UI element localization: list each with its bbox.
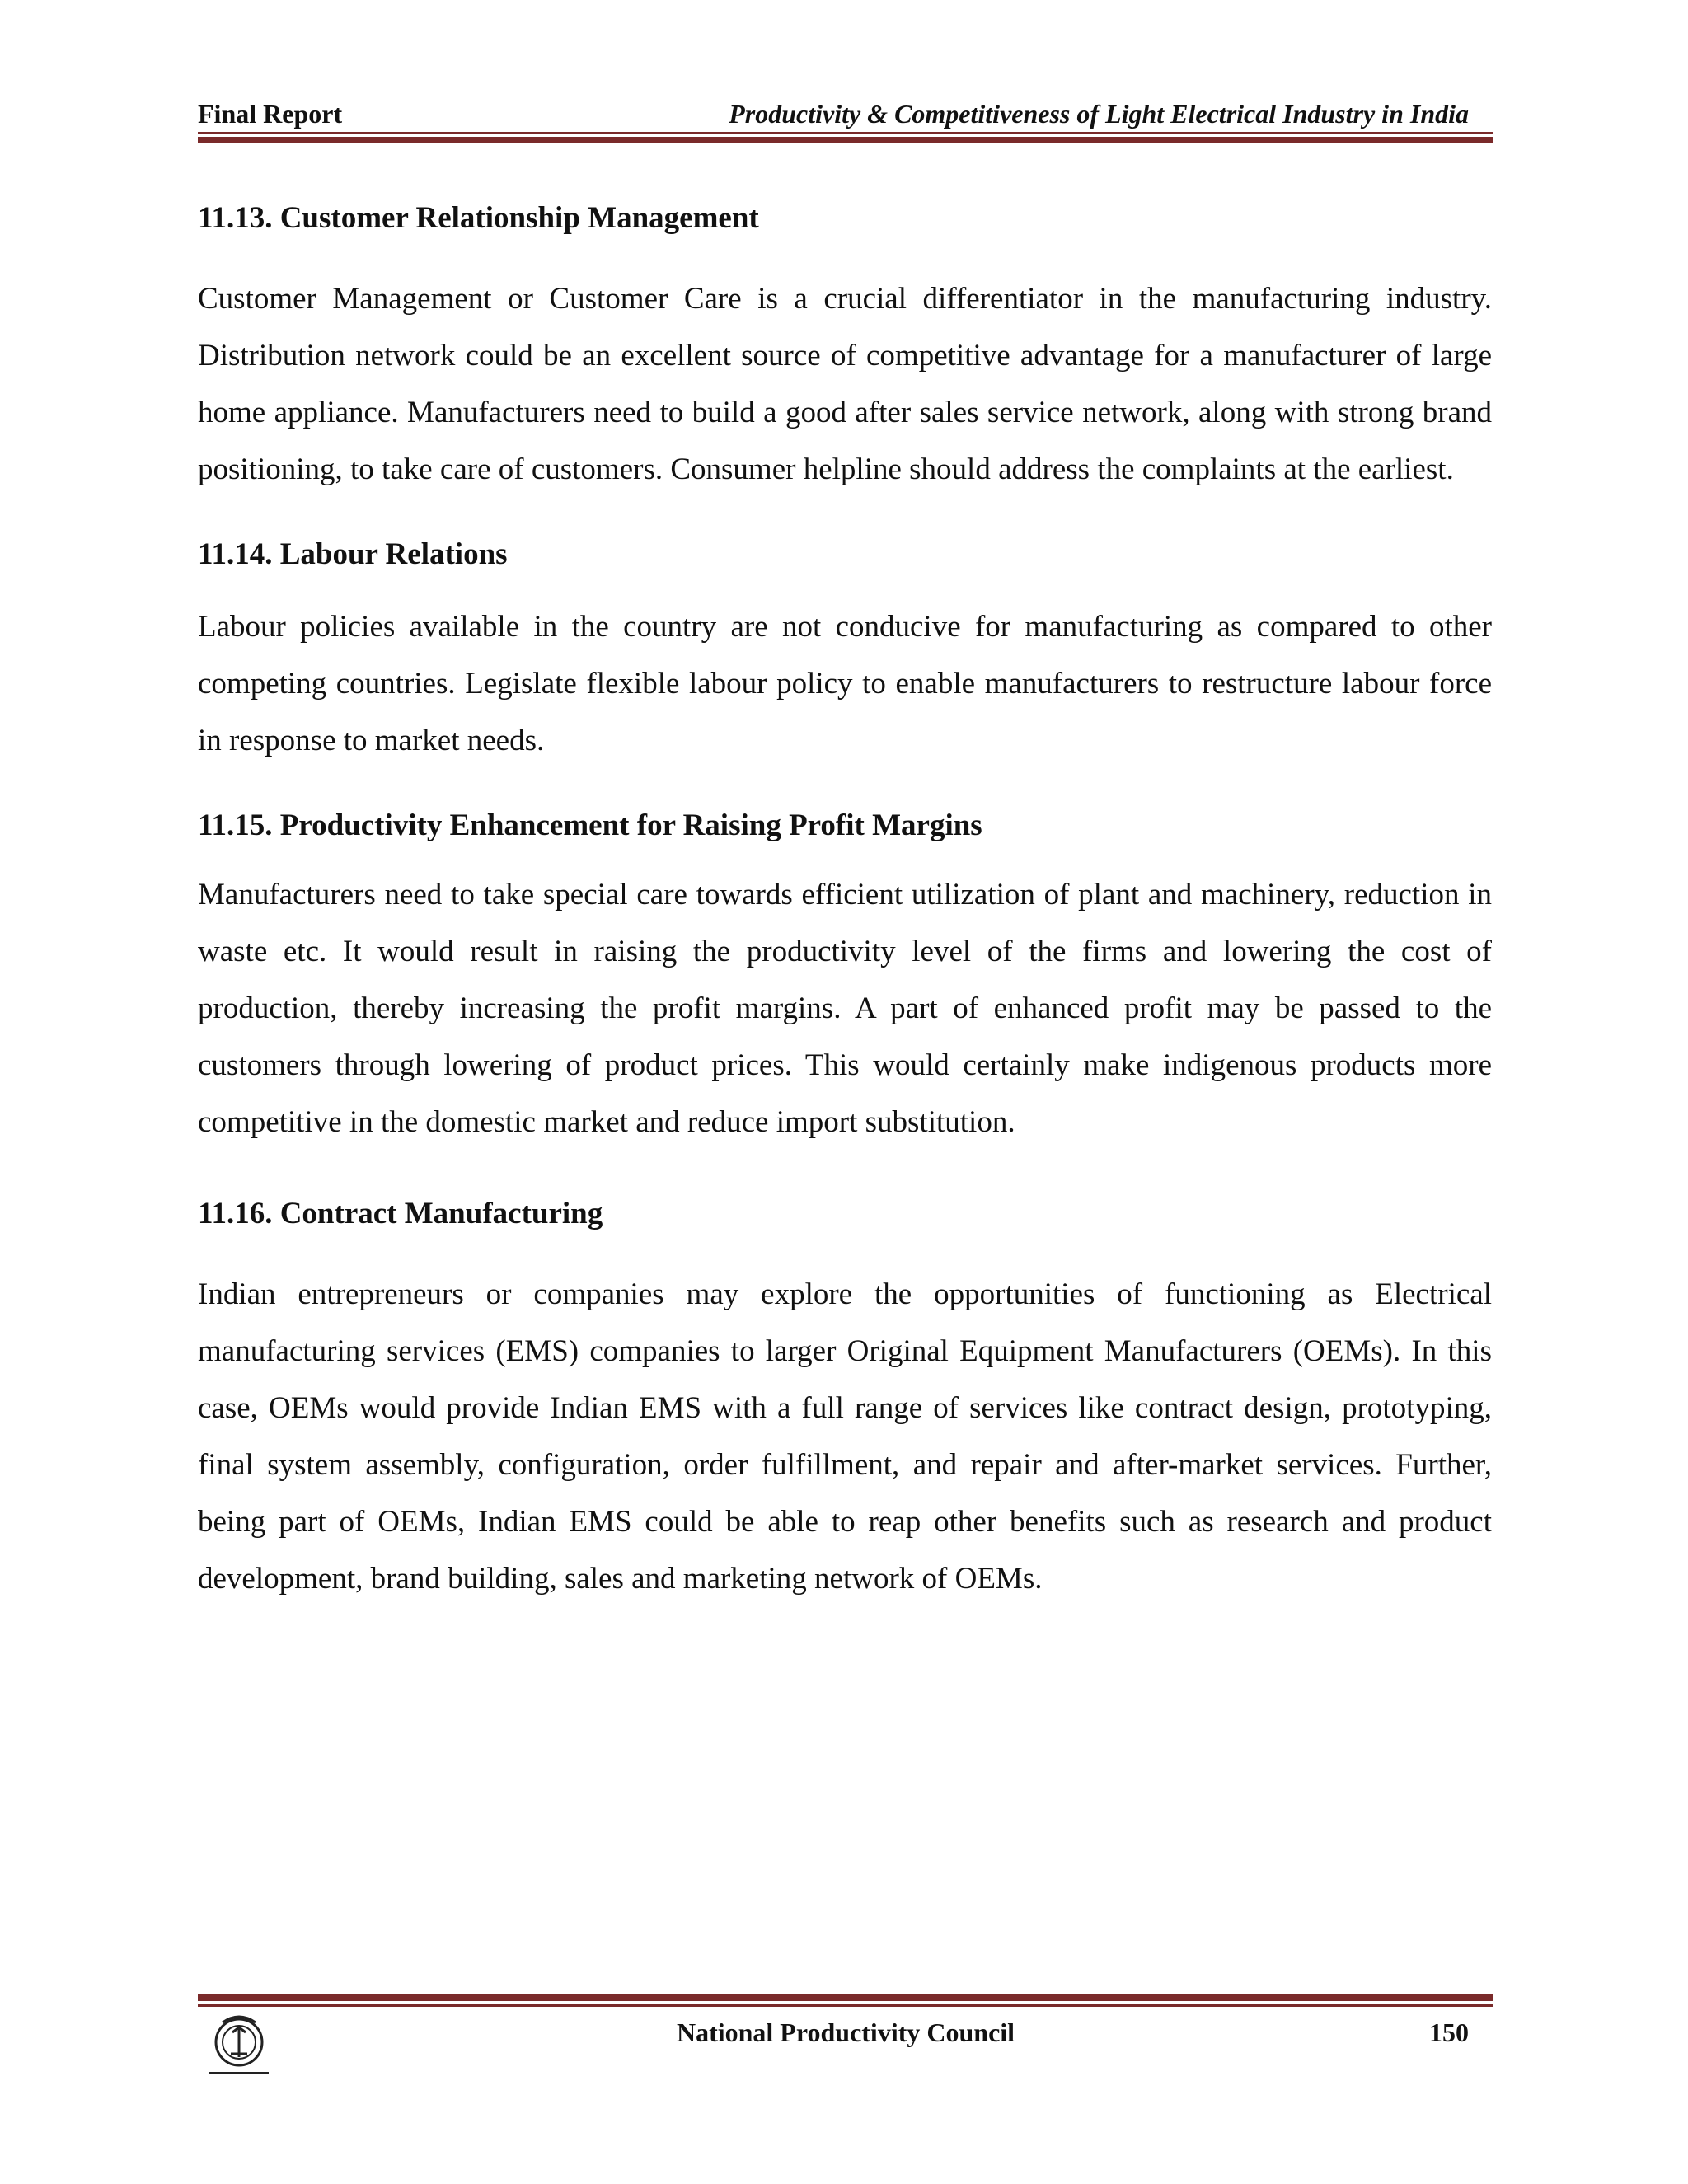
header-report-label: Final Report	[198, 99, 343, 129]
section-body: Labour policies available in the country are not conducive for manufacturing as compared to other competing countries. Legislate flexible labour policy to enable manufacturers to restructure labour force in response to market needs.	[198, 610, 1492, 757]
page-number: 150	[1429, 2018, 1469, 2047]
section-heading: 11.15. Productivity Enhancement for Raising Profit Margins	[198, 808, 982, 842]
section-contract-manufacturing	[198, 1193, 1492, 1607]
footer-rule-thick	[198, 1994, 1493, 2001]
section-productivity-enhancement	[198, 805, 1492, 1151]
section-body: Manufacturers need to take special care towards efficient utilization of plant and machinery, reduction in waste etc. It would result in raising the productivity level of the firms and lowering the cost of production, thereby increasing the profit margins. A part of enhanced profit may be passed to the customers through lowering of product prices. This would certainly make indigenous products more competitive in the domestic market and reduce import substitution.	[198, 878, 1492, 1139]
section-heading: 11.13. Customer Relationship Management	[198, 201, 759, 235]
footer-organization: National Productivity Council	[676, 2018, 1015, 2047]
section-body: Customer Management or Customer Care is a crucial differentiator in the manufacturing industry. Distribution network could be an excellent source of competitive advantage for a manufacturer of large home appliance. Manufacturers need to build a good after sales service network, along with strong brand positioning, to take care of customers. Consumer helpline should address the complaints at the earliest.	[198, 282, 1492, 486]
section-heading: 11.14. Labour Relations	[198, 537, 508, 571]
page-header	[198, 97, 1493, 130]
section-heading: 11.16. Contract Manufacturing	[198, 1197, 603, 1230]
section-customer-relationship-management	[198, 198, 1492, 498]
header-rule-thin	[198, 132, 1493, 134]
section-body: Indian entrepreneurs or companies may explore the opportunities of functioning as Electrical manufacturing services (EMS) companies to larger Original Equipment Manufacturers (OEMs). In this case, OEMs would provide Indian EMS with a full range of services like contract design, prototyping, final system assembly, configuration, order fulfillment, and repair and after-market services. Further, being part of OEMs, Indian EMS could be able to reap other benefits such as research and product development, brand building, sales and marketing network of OEMs.	[198, 1277, 1492, 1596]
section-labour-relations	[198, 534, 1492, 769]
footer-rule-thin	[198, 2004, 1493, 2007]
header-report-title: Productivity & Competitiveness of Light Electrical Industry in India	[729, 99, 1469, 129]
header-rule-thick	[198, 137, 1493, 143]
page-content	[198, 198, 1492, 1607]
page-footer	[198, 2016, 1493, 2049]
